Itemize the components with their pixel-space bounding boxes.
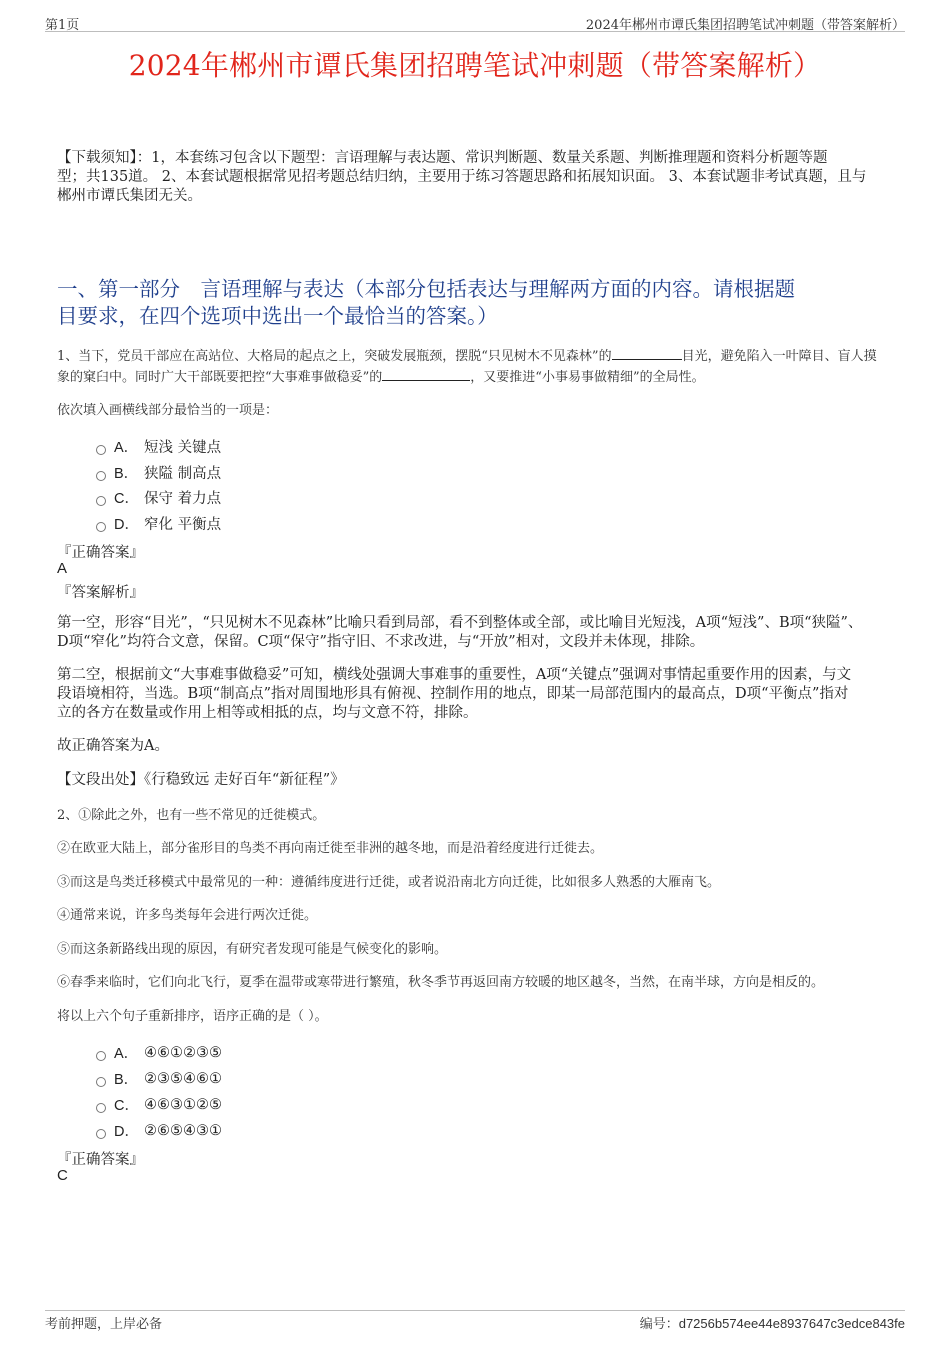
- correct-answer-value: C: [57, 1167, 68, 1184]
- option-letter: A．: [114, 1046, 139, 1062]
- radio-button[interactable]: [96, 1103, 106, 1113]
- question-1-text-part: 象的窠臼中。同时广大干部既要把控“大事难事做稳妥”的: [57, 370, 383, 385]
- question-2-sentence: ④通常来说，许多鸟类每年会进行两次迁徙。: [57, 908, 318, 923]
- question-1-text-part: 1、当下，党员干部应在高站位、大格局的起点之上，突破发展瓶颈，摆脱“只见树木不见森林”的: [57, 349, 612, 364]
- option-text: ②③⑤④⑥①: [144, 1070, 222, 1087]
- radio-button[interactable]: [96, 496, 106, 506]
- option-letter: B．: [114, 1072, 139, 1088]
- section-heading-line: 目要求，在四个选项中选出一个最恰当的答案。）: [57, 304, 498, 328]
- option-text: 短浅 关键点: [144, 440, 222, 456]
- option-text: ②⑥⑤④③①: [144, 1122, 222, 1139]
- question-2-sentence: ②在欧亚大陆上，部分雀形目的鸟类不再向南迁徙至非洲的越冬地，而是沿着经度进行迁徙去。: [57, 841, 604, 856]
- question-2-sentence: ⑤而这条新路线出现的原因，有研究者发现可能是气候变化的影响。: [57, 942, 448, 957]
- question-2-option-c[interactable]: [96, 1094, 222, 1115]
- analysis-paragraph-2: [57, 666, 900, 723]
- radio-button[interactable]: [96, 1129, 106, 1139]
- analysis-label: 『答案解析』: [57, 585, 144, 601]
- option-text: ④⑥①②③⑤: [144, 1044, 222, 1061]
- correct-answer-value: A: [57, 560, 68, 577]
- question-2-sentence: ⑥春季来临时，它们向北飞行，夏季在温带或寒带进行繁殖，秋冬季节再返回南方较暖的地区越冬，当然，在南半球，方向是相反的。: [57, 975, 825, 990]
- option-letter: D．: [114, 517, 139, 533]
- option-text: 保守 着力点: [144, 491, 222, 507]
- section-heading: [57, 276, 900, 330]
- question-2-sentence: ③而这是鸟类迁移模式中最常见的一种：遵循纬度进行迁徙，或者说沿南北方向迁徙，比如很多人熟悉的大雁南飞。: [57, 875, 721, 890]
- radio-button[interactable]: [96, 522, 106, 532]
- option-text: 窄化 平衡点: [144, 517, 222, 533]
- answer-blank: [382, 368, 470, 381]
- analysis-line: D项“窄化”均符合文意，保留。C项“保守”指守旧、不求改进，与“开放”相对，文段并未体现，排除。: [57, 634, 705, 650]
- footer-divider: [45, 1310, 905, 1311]
- download-notice: [57, 149, 900, 206]
- analysis-conclusion: 故正确答案为A。: [57, 738, 169, 754]
- answer-blank: [612, 347, 682, 360]
- page-title: 2024年郴州市谭氏集团招聘笔试冲刺题（带答案解析）: [128, 49, 822, 82]
- passage-source: 【文段出处】《行稳致远 走好百年“新征程”》: [57, 772, 345, 788]
- option-letter: B．: [114, 466, 139, 482]
- option-letter: D．: [114, 1124, 139, 1140]
- document-id-label: 编号：: [639, 1317, 679, 1332]
- question-1-option-a[interactable]: [96, 436, 221, 457]
- running-title: 2024年郴州市谭氏集团招聘笔试冲刺题（带答案解析）: [585, 18, 905, 33]
- question-2-prompt: 将以上六个句子重新排序，语序正确的是（ ）。: [57, 1009, 328, 1024]
- document-id: [640, 1313, 905, 1332]
- option-letter: A．: [114, 440, 139, 456]
- radio-button[interactable]: [96, 445, 106, 455]
- page-number: 第1页: [45, 18, 80, 33]
- question-2-option-d[interactable]: [96, 1120, 222, 1141]
- header-divider: [45, 31, 905, 32]
- analysis-line: 第一空，形容“目光”，“只见树木不见森林”比喻只看到局部，看不到整体或全部，或比喻目光短浅，A项“短浅”、B项“狭隘”、: [57, 615, 863, 631]
- question-1-option-d[interactable]: [96, 513, 221, 534]
- section-heading-line: 一、第一部分 言语理解与表达（本部分包括表达与理解两方面的内容。请根据题: [57, 277, 795, 301]
- correct-answer-label: 『正确答案』: [57, 545, 144, 561]
- notice-line: 郴州市谭氏集团无关。: [57, 188, 202, 204]
- question-1-option-b[interactable]: [96, 462, 221, 483]
- question-2-sentence: 2、①除此之外，也有一些不常见的迁徙模式。: [57, 808, 326, 823]
- question-2-option-b[interactable]: [96, 1068, 222, 1089]
- question-1-text-part: ，又要推进“小事易事做精细”的全局性。: [470, 370, 705, 385]
- question-1-option-c[interactable]: [96, 487, 221, 508]
- radio-button[interactable]: [96, 1077, 106, 1087]
- radio-button[interactable]: [96, 471, 106, 481]
- analysis-paragraph-1: [57, 614, 900, 652]
- correct-answer-label: 『正确答案』: [57, 1152, 144, 1168]
- document-id-code: d7256b574ee44e8937647c3edce843fe: [678, 1316, 905, 1331]
- question-1-prompt: 依次填入画横线部分最恰当的一项是：: [57, 403, 279, 418]
- analysis-line: 第二空，根据前文“大事难事做稳妥”可知，横线处强调大事难事的重要性，A项“关键点”强调对事情起重要作用的因素，与文: [57, 667, 852, 683]
- footer-slogan: 考前押题，上岸必备: [45, 1317, 163, 1332]
- question-1-text-part: 目光，避免陷入一叶障目、盲人摸: [681, 349, 877, 364]
- option-text: ④⑥③①②⑤: [144, 1096, 222, 1113]
- radio-button[interactable]: [96, 1051, 106, 1061]
- option-letter: C．: [114, 491, 139, 507]
- option-text: 狭隘 制高点: [144, 466, 222, 482]
- notice-line: 型；共135道。 2、本套试题根据常见招考题总结归纳，主要用于练习答题思路和拓展知识面。 3、本套试题非考试真题，且与: [57, 169, 867, 185]
- option-letter: C．: [114, 1098, 139, 1114]
- analysis-line: 立的各方在数量或作用上相等或相抵的点，均与文意不符，排除。: [57, 705, 478, 721]
- question-1-text: [57, 346, 902, 388]
- notice-line: 【下载须知】：1，本套练习包含以下题型：言语理解与表达题、常识判断题、数量关系题、判断推理题和资料分析题等题: [57, 150, 828, 166]
- question-2-option-a[interactable]: [96, 1042, 222, 1063]
- analysis-line: 段语境相符，当选。B项“制高点”指对周围地形具有俯视、控制作用的地点，即某一局部范围内的最高点，D项“平衡点”指对: [57, 686, 849, 702]
